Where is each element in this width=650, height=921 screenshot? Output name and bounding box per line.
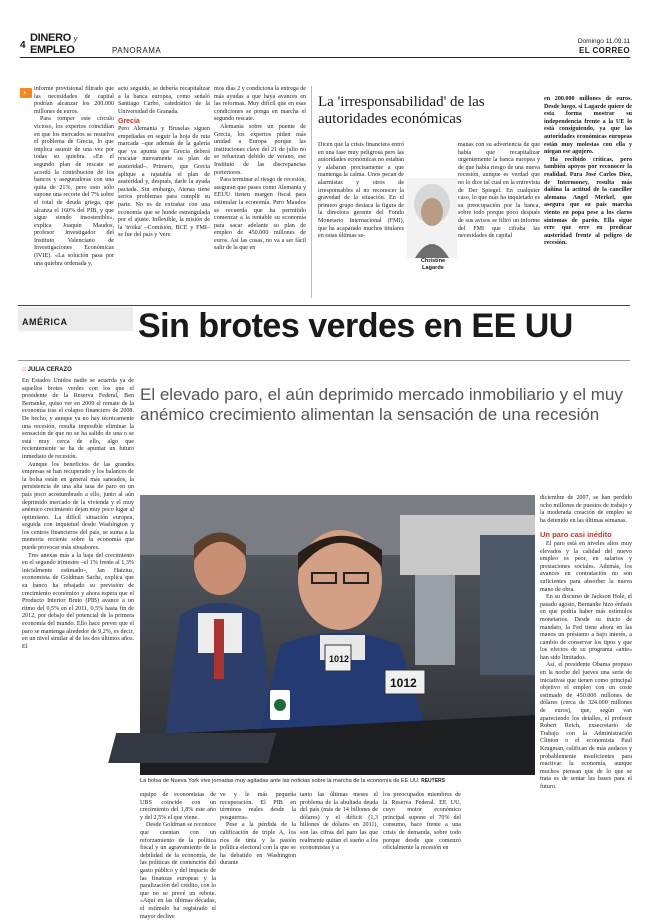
section-logo	[30, 33, 77, 55]
box-col3-p1: en 200.000 millones de euros. Desde luego, si Lagarde quiere de esta forma mostrar su independencia frente a la UE lo está consiguiendo, ya que las autoridades económicas europeas están muy molestas con ella y niegan ese agujero.	[544, 96, 632, 156]
box-col-1	[318, 142, 404, 302]
logo-and: y	[73, 36, 77, 43]
bottom-col-5	[383, 792, 461, 882]
main-col1-p1: En Estados Unidos nadie se acuerda ya de aquellos brotes verdes con los que el presidente de la Reserva Federal, Ben Bernanke, quiso ver en 2009 el remate de la economía tras el colapso financiero de 2008. De hecho, y aunque ya no hay técnicamente una recesión, resulta imposible eliminar la sensación de que no se ha salido de una o se está muy cerca de ello, algo que recientemente se ha de apuntar un futuro inmediato de recesión.	[22, 378, 134, 460]
section-name: PANORAMA	[112, 46, 162, 55]
logo-line2: EMPLEO	[30, 44, 75, 56]
box-col1-p1: Dicen que la crisis financiera entró en una fase muy peligrosa pero las autoridades económicas no estaban y alabaran precisamente a que mantenga la calma. Unos pecan de alarmistas y otros de irresponsables al no reconocer la gravedad de la situación. En el primero grupo destaca la figura de la directora gerente del Fondo Monetario Internacional (FMI), que ha acaparado muchos titulares en estas últimas se-	[318, 142, 404, 240]
top-col-3	[214, 86, 306, 306]
section-label: AMÉRICA	[22, 317, 68, 327]
top-col1-p2: Para romper este círculo vicioso, los expertos coincidían en que los mercados se resuelva el problema de Grecia, lo que implica asumir de una vez por todas su quiebra. «En el segundo plan de rescate se acordó la contribución de los bancos y aseguradoras con una quita de 21%, pero esto sólo supone una recorte del 7% sobre el total de deuda griega, que alcanza el 160% del PIB, y que sigue siendo insostenible», explica Joaquín Maudos, profesor investigador del Instituto Valenciano de Investigaciones Económicas (IVIE). «La solución pasa por una quiebra ordenada y,	[34, 116, 114, 267]
box-col2-p1: manas con su advertencia de que había que recapitalizar urgentemente la banca europea y de que había riesgo de una nueva recesión, aunque es verdad que no lo dice tal cual en la entrevista de Der Spiegel. En cualquier caso, lo que más ha inquietado es su preocupación por la banca, sobre todo porque poco después de sus avisos se filtró un informe del FMI que cifraba las necesidades de capital	[458, 142, 540, 240]
right-col-p1: diciembre de 2007, se han perdido ocho millones de puestos de trabajo y la moderada creación de empleo se ha detenido en las últimas semanas.	[540, 495, 632, 524]
box-divider	[311, 86, 312, 298]
headline: Sin brotes verdes en EE UU	[138, 307, 573, 345]
bottom-col3-p1: ve y le más pequeña recuperación. El PIB en términos reales desde la posguerra».	[220, 792, 296, 821]
dateline: Domingo 11.09.11	[577, 38, 630, 45]
main-col1-p3: Tres anexas más a la baja del crecimiento en el segundo trimestre –el 1% frente al 1,3% inicialmente estimado–, Jan Hatzius, economista de Goldman Sachs, explica que su banco ha rebajado su previsión de crecimiento económico y ahora espera que el Producto Interior Bruto (PIB) avance a un ritmo del 0,5% en el 2011, 0,5% hasta fin de 2012, por debajo del potencial de la primera economía del mundo. Ello hace prever que el paro se mantenga alrededor de 9,2%, es decir, en un nivel similar al de los dos últimos años. El	[22, 552, 134, 650]
top-col1-p1: informe provisional filtrado que las necesidades de capital podrían alcanzar los 200.000 millones de euros.	[34, 86, 114, 115]
byline: :: JULIA CERAZO	[22, 367, 72, 373]
right-col	[540, 495, 632, 885]
bottom-col-4	[300, 792, 378, 882]
right-col-subhead: Un paro casi inédito	[540, 530, 612, 540]
portrait-first-name: Christine	[420, 258, 446, 264]
continued-arrow-icon	[20, 88, 32, 98]
box-col-2	[458, 142, 540, 302]
headline-bottom-rule	[18, 360, 630, 361]
portrait-name	[405, 258, 461, 271]
photo-caption	[140, 778, 535, 785]
caption-text: La bolsa de Nueva York vive jornadas muy agitadas ante las noticias sobre la marcha de la economía de EE UU.	[140, 778, 420, 784]
newspaper-brand: EL CORREO	[578, 46, 630, 55]
portrait-image	[407, 178, 457, 258]
trading-floor-photo	[140, 495, 535, 775]
bottom-col5-p1: los preocupados miembros de la Reserva Federal. EE UU, cuyo motor económico principal supone el 70% del consumo, hace frente a una crisis de demanda, sobre todo porque desde que comenzó oficialmente la recesión en	[383, 792, 461, 852]
byline-name: JULIA CERAZO	[27, 367, 72, 373]
main-col-1	[22, 378, 134, 868]
top-col2-subhead: Grecia	[118, 118, 140, 126]
badge-right-text: 1012	[390, 676, 417, 690]
right-col-p2: El paro está en niveles altos muy elevados y la calidad del nuevo empleo es peor, en salarios y prestaciones sociales. Además, los avances en contratación no son suficientes para absorber la nueva mano de obra.	[540, 540, 632, 593]
right-col-p3: En su discurso de Jackson Hole, el pasado agosto, Bernanke hizo énfasis en que podría haber más estímulos monetarios. Desde su inicio de mandato, la Fed tiene ahora en las manos un préstamo a bajo interés, a cambio de conservar los tipos y que los efectos de su programa «ante» han sido limitados.	[540, 594, 632, 661]
photo-credit: REUTERS	[421, 778, 446, 784]
bottom-col2-p2: Desde Goldman se reconoce que cuentan con un reforzamiento de la política fiscal y un agravamiento de la debilidad de la economía, de las políticas de contención del gasto público y del impacto de las finanzas europeas y la paralización del crédito, con lo que no se prevé un rebote. «Aquí en las últimas décadas, el estímulo ha registrado el mayor declive	[140, 822, 216, 920]
box-col-3	[544, 96, 632, 302]
top-col-1	[34, 86, 114, 306]
page-number: 4	[20, 40, 26, 51]
top-col2-p1: acto seguido, se debería recapitalizar a la banca europea, como señaló Santiago Carbó, catedrático de la Universidad de Granada.	[118, 86, 210, 115]
right-col-p4: Así, el presidente Obama propuso en la noche del jueves una serie de iniciativas que tienen como principal objetivo el empleo con un coste estimado de 450.000 millones de dólares (cerca de 324.000 millones de euros), que, según van apareciendo los detalles, el profesor Robert Reich, exsecretario de Trabajo con la Administración Clinton o el economista Paul Krugman, califican de más audaces y probablemente insuficientes para reactivar la economía, aunque muchos piensan que de lo que se trata es de sentar las bases para el futuro.	[540, 662, 632, 790]
bottom-col-3	[220, 792, 296, 882]
badge-left-text: 1012	[329, 654, 350, 664]
top-col2-p2: Pero Alemania y Bruselas siguen empeñadas en seguir la hoja de ruta marcada –que además de la galería que ya apunta que Grecia deberá rescatar nuevamente su plan de austeridad–. Primero, que Grecia aplique a rajatabla el plan de austeridad y, después, darle la ayuda pactada. Sin embargo, Atenas tiene serios problemas para cumplir su parte. No es de extrañar con una economía que se hunde estrangulada por el ajuste. Inflexible, la misión de la 'troika' –Comisión, BCE y FMI– se fue del país y 'vere	[118, 125, 210, 239]
main-col1-p2: Aunque los beneficios de las grandes empresas se han recuperado y los balances de la bolsa están en general más saneados, la persistencia de una alta tasa de paro en un país poco acostumbrado a ello, junto al aún deprimido mercado de la vivienda y el muy anémico crecimiento dejan muy poco lugar al optimismo. La difícil situación europea, seguida con inquietud desde Washington y los centros financieros del país, se suma a la memoria reciente sobre la economía que puede provocar más sinsabores.	[22, 461, 134, 552]
portrait-last-name: Lagarde	[422, 264, 444, 271]
top-col3-p1: mos días 2 y condiciona la entrega de más ayudas a que haya avances en las reformas. Muy difícil que en esas condiciones se ponga en marcha el segundo rescate.	[214, 86, 306, 123]
bottom-col4-p1: tanto las últimas meses el problema de la abultada deuda del país (más de 14 billones de dólares) y el déficit (1,3 billones de dólares en 2011), son las cifras del paro las que realmente quitan el sueño a los economistas y a	[300, 792, 378, 852]
lagarde-portrait	[407, 178, 457, 258]
box-col3-p2: Ha recibido críticas, pero también apoyos por reconocer la realidad. Para José Carlos Díez, de Intermoney, resulta más dañina la actitud de la canciller alemana Angel Merkel, que asegura que su país marcha viento en popa pese a los claros síntomas de parón. Ella sigue erre que erre en predicar austeridad frente al peligro de recesión.	[544, 156, 632, 247]
photo-image	[140, 495, 535, 775]
bottom-col3-p2: Pese a la pérdida de la calificación de triple A, los ríos de tinta y la pasión política electoral con la que se ha debatido en Washington durante	[220, 822, 296, 867]
box-headline: La 'irresponsabilidad' de las autoridades económicas	[318, 94, 485, 127]
top-col3-p3: Para terminar el riesgo de recesión, aseguran que pases como Alemania y EEUU tienen margen fiscal para estimular la economía. Pero Maudos se recuerda que ha permitido comenzar a la rentable su economía para sacar adelante su plan de empleo de 450.000 millones de euros. Así las cosas, no va a ser fácil salir de la que en	[214, 177, 306, 252]
bottom-col2-p1: equipo de economistas de UBS coincide con un crecimiento del 1,8% este año y del 2,5% el que viene.	[140, 792, 216, 821]
top-col3-p2: Alemania sobre un puente de Grecia, los expertos piden más unidad a Europa porque las instituciones clave del 21 de julio no se refuerzan debido de verano, ese Instituto de las discrepancias porteriores.	[214, 123, 306, 176]
deck: El elevado paro, el aún deprimido mercado inmobiliario y el muy anémico crecimiento alimentan la sensación de una recesión	[140, 385, 623, 424]
logo-line1: DINERO	[30, 32, 71, 44]
masthead-rule	[20, 57, 630, 58]
bottom-col-2	[140, 792, 216, 920]
top-col-2	[118, 86, 210, 306]
